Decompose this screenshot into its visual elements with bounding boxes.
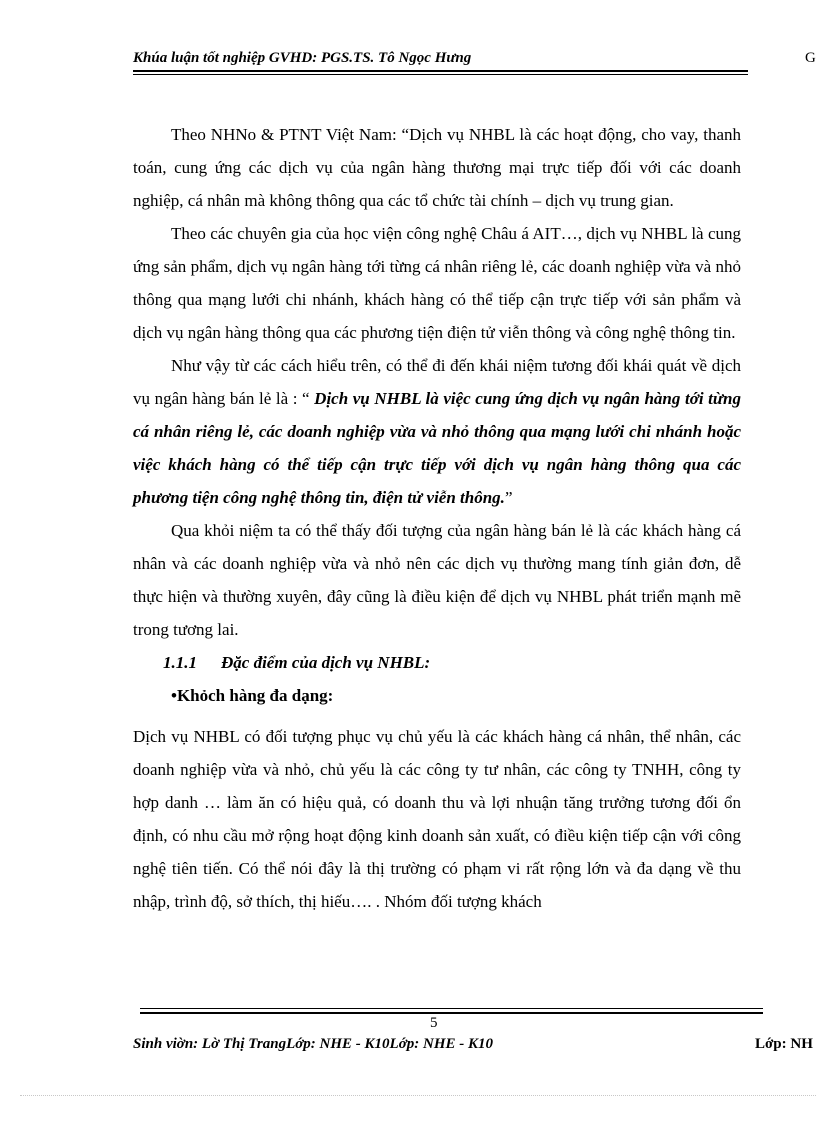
paragraph-customer-scope: Qua khỏi niệm ta có thể thấy đối tượng của ngân hàng bán lẻ là các khách hàng cá nhân và các doanh nghiệp vừa và nhỏ nên các dịch vụ thường mang tính giản đơn, dễ thực hiện và thường xuyên, đây cũng là điều kiện để dịch vụ NHBL phát triển mạnh mẽ trong tương lai. xyxy=(133,521,741,639)
footer-rule-thin xyxy=(140,1008,763,1009)
bullet-text: Khỏch hàng đa dạng: xyxy=(176,686,334,705)
section-heading xyxy=(133,646,741,679)
header-right-text: G xyxy=(805,50,816,66)
page-number: 5 xyxy=(430,1015,438,1031)
page-header xyxy=(133,50,816,67)
bullet-item xyxy=(133,679,741,712)
header-rule-thick xyxy=(133,70,748,72)
paragraph-ait-definition: Theo các chuyên gia của học viện công nghệ Châu á AIT…, dịch vụ NHBL là cung ứng sản phẩm, dịch vụ ngân hàng tới từng cá nhân riêng lẻ, các doanh nghiệp vừa và nhỏ thông qua mạng lưới chi nhánh, khách hàng có thể tiếp cận trực tiếp với sản phẩm và dịch vụ ngân hàng thông qua các phương tiện điện tử viễn thông và công nghệ thông tin. xyxy=(133,224,741,342)
document-body xyxy=(133,118,741,918)
footer-left-text: Sinh viờn: Lờ Thị TrangLớp: NHE - K10Lớp: NHE - K10 xyxy=(133,1036,493,1052)
header-left-text: Khúa luận tốt nghiệp GVHD: PGS.TS. Tô Ngọc Hưng xyxy=(133,50,472,66)
footer-rule-thick xyxy=(140,1012,763,1014)
bullet-dot: • xyxy=(171,686,177,705)
section-number: 1.1.1 xyxy=(163,653,197,672)
paragraph-customer-details: Dịch vụ NHBL có đối tượng phục vụ chủ yếu là các khách hàng cá nhân, thể nhân, các doanh nghiệp vừa và nhỏ, chủ yếu là các công ty tư nhân, các công ty TNHH, công ty hợp danh … làm ăn có hiệu quả, có doanh thu và lợi nhuận tăng trưởng tương đối ổn định, có nhu cầu mở rộng hoạt động kinh doanh sản xuất, có điều kiện tiếp cận với công nghệ tiên tiến. Có thể nói đây là thị trường có phạm vi rất rộng lớn và đa dạng về thu nhập, trình độ, sở thích, thị hiếu…. . Nhóm đối tượng khách xyxy=(133,727,741,911)
section-title: Đặc điểm của dịch vụ NHBL: xyxy=(221,653,431,672)
concept-intro: Như vậy từ các cách hiểu trên, có thể đi đến khái niệm tương đối khái quát về dịch vụ ngân hàng bán lẻ là : “ xyxy=(133,356,741,408)
paragraph-general-concept xyxy=(133,349,741,514)
footer-right-text: Lớp: NH xyxy=(755,1036,813,1052)
concept-quote: Dịch vụ NHBL là việc cung ứng dịch vụ ngân hàng tới từng cá nhân riêng lẻ, các doanh nghiệp vừa và nhỏ thông qua mạng lưới chi nhánh hoặc việc khách hàng có thể tiếp cận trực tiếp với dịch vụ ngân hàng thông qua các phương tiện công nghệ thông tin, điện tử viễn thông. xyxy=(133,389,741,507)
page-footer xyxy=(133,1036,816,1053)
concept-close: ” xyxy=(504,488,513,507)
paragraph-nhno-definition: Theo NHNo & PTNT Việt Nam: “Dịch vụ NHBL là các hoạt động, cho vay, thanh toán, cung ứng các dịch vụ của ngân hàng thương mại trực tiếp đối với các doanh nghiệp, cá nhân mà không thông qua các tổ chức tài chính – dịch vụ trung gian. xyxy=(133,125,741,210)
page-bottom-divider xyxy=(20,1095,816,1096)
header-rule-thin xyxy=(133,74,748,75)
